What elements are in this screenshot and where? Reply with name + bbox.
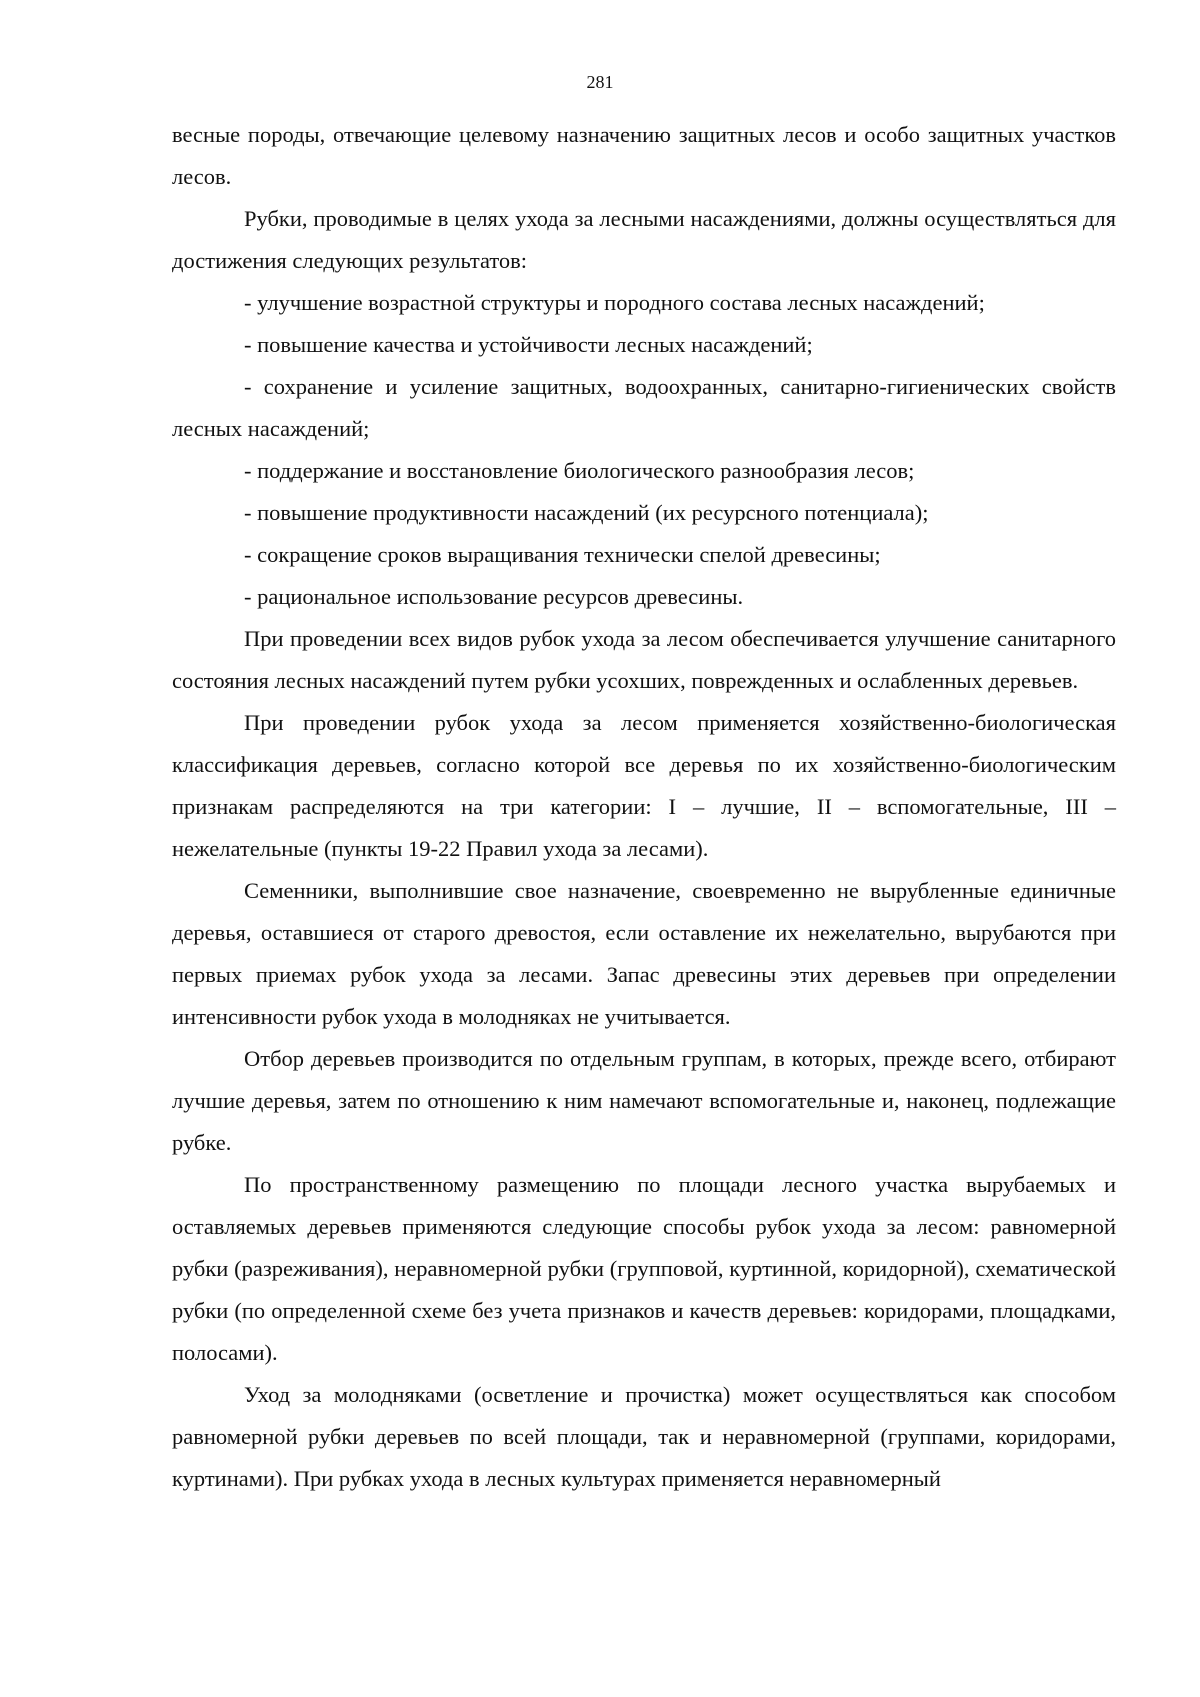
paragraph: Уход за молодняками (осветление и прочистка) может осуществляться как способом равномерной рубки деревьев по всей площади, так и неравномерной (группами, коридорами, куртинами). При рубках ухода в лесных культурах применяется неравномерный bbox=[172, 1382, 1116, 1491]
list-item: - повышение продуктивности насаждений (их ресурсного потенциала); bbox=[244, 500, 929, 525]
list-item: - рациональное использование ресурсов древесины. bbox=[244, 584, 744, 609]
list-item: - улучшение возрастной структуры и породного состава лесных насаждений; bbox=[244, 290, 985, 315]
list-item: - поддержание и восстановление биологического разнообразия лесов; bbox=[244, 458, 915, 483]
text-body bbox=[172, 114, 1116, 1500]
list-item: - повышение качества и устойчивости лесных насаждений; bbox=[244, 332, 813, 357]
list-item: - сохранение и усиление защитных, водоохранных, санитарно-гигиенических свойств лесных насаждений; bbox=[172, 374, 1116, 441]
paragraph: При проведении рубок ухода за лесом применяется хозяйственно-биологическая классификация деревьев, согласно которой все деревья по их хозяйственно-биологическим признакам распределяются на три категории: I – лучшие, II – вспомогательные, III – нежелательные (пункты 19-22 Правил ухода за лесами). bbox=[172, 710, 1116, 861]
paragraph: По пространственному размещению по площади лесного участка вырубаемых и оставляемых деревьев применяются следующие способы рубок ухода за лесом: равномерной рубки (разреживания), неравномерной рубки (групповой, куртинной, коридорной), схематической рубки (по определенной схеме без учета признаков и качеств деревьев: коридорами, площадками, полосами). bbox=[172, 1172, 1116, 1365]
paragraph: Семенники, выполнившие свое назначение, своевременно не вырубленные единичные деревья, оставшиеся от старого древостоя, если оставление их нежелательно, вырубаются при первых приемах рубок ухода за лесами. Запас древесины этих деревьев при определении интенсивности рубок ухода в молодняках не учитывается. bbox=[172, 878, 1116, 1029]
paragraph: При проведении всех видов рубок ухода за лесом обеспечивается улучшение санитарного состояния лесных насаждений путем рубки усохших, поврежденных и ослабленных деревьев. bbox=[172, 626, 1116, 693]
paragraph: Рубки, проводимые в целях ухода за лесными насаждениями, должны осуществляться для достижения следующих результатов: bbox=[172, 206, 1116, 273]
paragraph: весные породы, отвечающие целевому назначению защитных лесов и особо защитных участков лесов. bbox=[172, 122, 1116, 189]
list-item: - сокращение сроков выращивания технически спелой древесины; bbox=[244, 542, 881, 567]
paragraph: Отбор деревьев производится по отдельным группам, в которых, прежде всего, отбирают лучшие деревья, затем по отношению к ним намечают вспомогательные и, наконец, подлежащие рубке. bbox=[172, 1046, 1116, 1155]
page-number: 281 bbox=[586, 72, 614, 92]
